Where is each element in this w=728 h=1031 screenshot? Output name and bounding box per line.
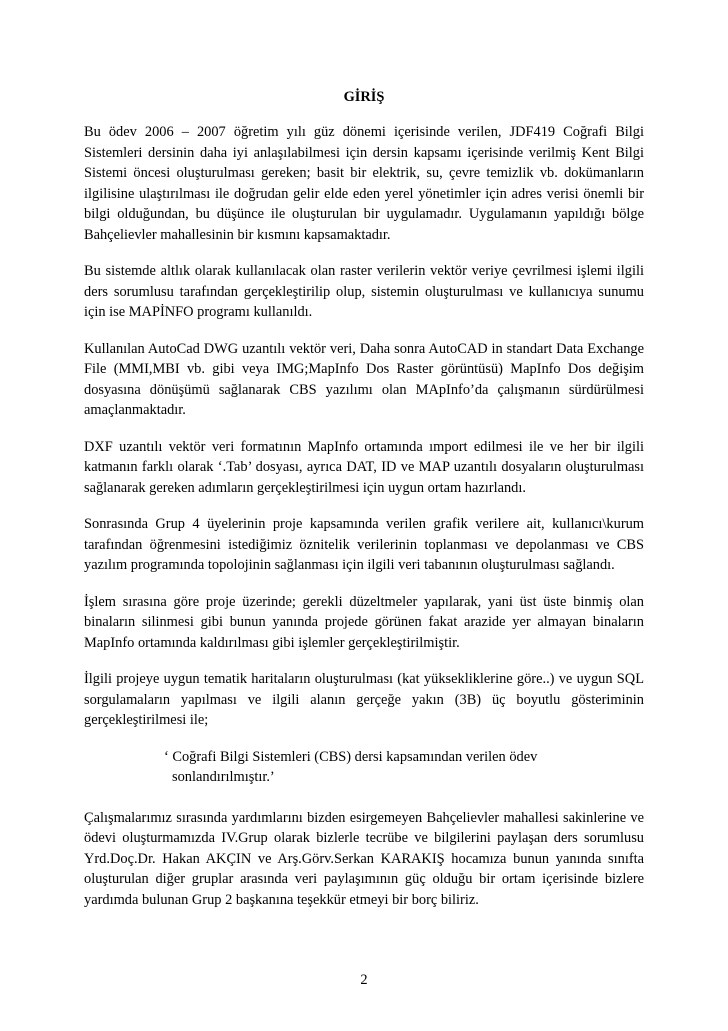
closing-quote xyxy=(164,747,584,788)
acknowledgement-paragraph: Çalışmalarımız sırasında yardımlarını bizden esirgemeyen Bahçelievler mahallesi sakinlerine ve ödevi oluşturmamızda IV.Grup olarak bizlerle tecrübe ve bilgilerini paylaşan ders sorumlusu Yrd.Doç.Dr. Hakan AKÇIN ve Arş.Görv.Serkan KARAKIŞ hocamıza bunun yanında sınıfta oluşturulan diğer gruplar arasında veri paylaşımının güç olduğu bir ortam içerisinde bizlere yardımda bulunan Grup 2 başkanına teşekkür etmeyi bir borç biliriz. xyxy=(84,809,644,908)
paragraph-4: DXF uzantılı vektör veri formatının MapInfo ortamında ımport edilmesi ile ve her bir ilgili katmanın farklı olarak ‘.Tab’ dosyası, ayrıca DAT, ID ve MAP uzantılı dosyaların oluşturulması sağlanarak gereken adımların gerçekleştirilmesi için uygun ortam hazırlandı. xyxy=(84,438,644,496)
paragraph-5: Sonrasında Grup 4 üyelerinin proje kapsamında verilen grafik verilere ait, kullanıcı\kurum tarafından öğrenmesini istediğimiz öznitelik verilerinin toplanması ve depolanması ve CBS yazılım programında topolojinin sağlanması için ilgili veri tabanının oluşturulması sağlandı. xyxy=(84,516,644,573)
paragraph-7: İlgili projeye uygun tematik haritaların oluşturulması (kat yüksekliklerine göre..) ve uygun SQL sorgulamaların yapılması ve ilgili alanın gerçeğe yakın (3B) üç boyutlu gösteriminin gerçekleştirilmesi ile; xyxy=(84,671,644,728)
paragraph-3: Kullanılan AutoCad DWG uzantılı vektör veri, Daha sonra AutoCAD in standart Data Exchange File (MMI,MBI vb. gibi veya IMG;MapInfo Dos Raster görüntüsü) MapInfo Dos değişim dosyasına dönüşümü sağlanarak CBS yazılımı olan MApInfo’da çalışmanın sürdürülmesi amaçlanmaktadır. xyxy=(84,340,644,418)
document-body xyxy=(84,122,644,926)
page-number: 2 xyxy=(360,972,368,988)
quote-line-1: ‘ Coğrafi Bilgi Sistemleri (CBS) dersi kapsamından verilen ödev xyxy=(164,748,538,765)
page-title: GİRİŞ xyxy=(343,89,385,105)
paragraph-1: Bu ödev 2006 – 2007 öğretim yılı güz dönemi içerisinde verilen, JDF419 Coğrafi Bilgi Sistemleri dersinin daha iyi anlaşılabilmesi için dersin kapsamı içerisinde verilmiş Kent Bilgi Sistemi öncesi oluşturulması gereken; basit bir elektrik, su, çevre temizlik vb. dokümanların ilgilisine ulaştırılması ile doğrudan gelir elde eden yerel yönetimler için adres verisi önemli bir bilgi olduğundan, bu düşünce ile oluşturulan bir uygulamadır. Uygulamanın yapıldığı bölge Bahçelievler mahallesinin bir kısmını kapsamaktadır. xyxy=(84,124,644,243)
quote-line-2: sonlandırılmıştır.’ xyxy=(172,769,275,785)
paragraph-2: Bu sistemde altlık olarak kullanılacak olan raster verilerin vektör veriye çevrilmesi işlemi ilgili ders sorumlusu tarafından gerçekleştirilip olup, sistemin oluşturulması ve kullanıcıya sunumu için ise MAPİNFO programı kullanıldı. xyxy=(84,263,644,320)
paragraph-6: İşlem sırasına göre proje üzerinde; gerekli düzeltmeler yapılarak, yani üst üste binmiş olan binaların silinmesi gibi bunun yanında projede görünen fakat arazide yer almayan binaların MapInfo ortamında kaldırılması gibi işlemler gerçekleştirilmiştir. xyxy=(84,593,644,651)
